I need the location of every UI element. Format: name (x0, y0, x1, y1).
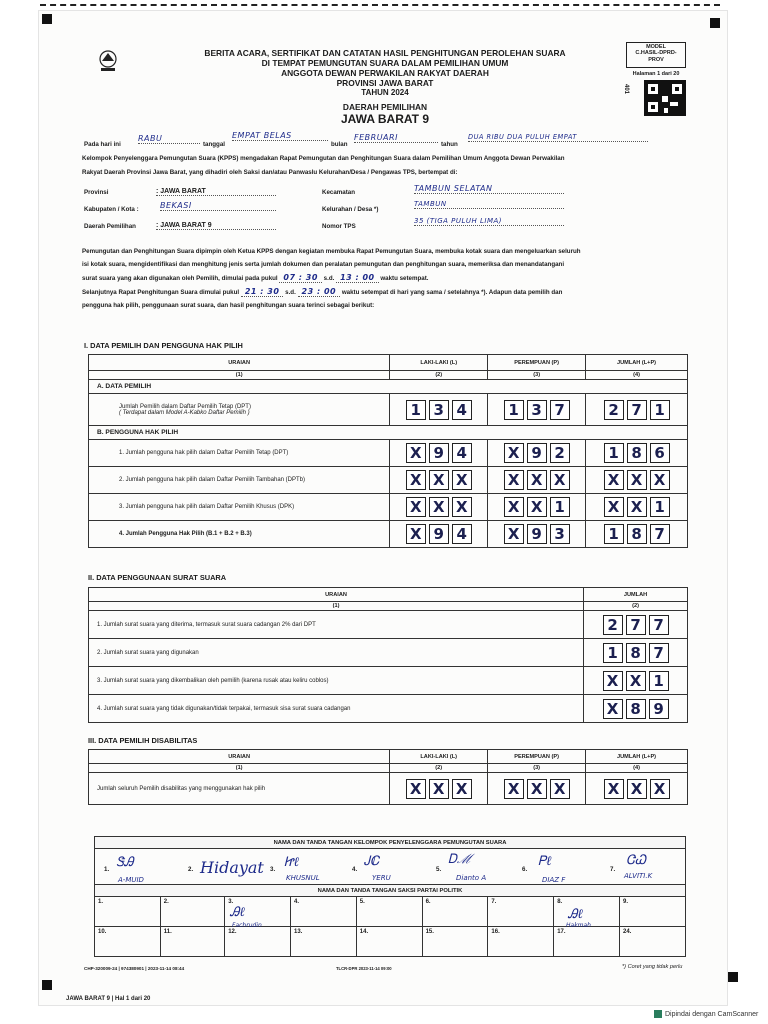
digit-box: X (504, 524, 524, 544)
section1-title: I. DATA PEMILIH DAN PENGGUNA HAK PILIH (84, 341, 243, 350)
sub-a-label: A. DATA PEMILIH (89, 380, 688, 394)
digit-box: X (650, 470, 670, 490)
table-row (89, 467, 688, 494)
section2-table (88, 587, 688, 723)
digit-box: X (504, 779, 524, 799)
digit-box: 7 (550, 400, 570, 420)
table-cell: 14. (356, 927, 422, 957)
table-cell (390, 494, 488, 521)
digit-group (586, 497, 687, 517)
table-cell: 12. (225, 927, 291, 957)
footer-code: CHP-320009-24 | 974380901 | 2023-11-14 08:44 (84, 966, 185, 971)
provinsi-value: : JAWA BARAT (156, 188, 276, 196)
kecamatan-label: Kecamatan (322, 189, 356, 196)
col-laki: LAKI-LAKI (L) (390, 355, 488, 371)
tanggal-value: EMPAT BELAS (232, 131, 328, 141)
digit-box: X (527, 470, 547, 490)
saksi-header: NAMA DAN TANDA TANGAN SAKSI PARTAI POLITIK (95, 885, 686, 897)
digit-box: 8 (626, 643, 646, 663)
table-cell: 4. (291, 897, 357, 927)
digit-box: 1 (603, 643, 623, 663)
digit-box: X (452, 779, 472, 799)
digit-box: 7 (627, 400, 647, 420)
kpps-name-1: A-MUID (118, 876, 144, 884)
table-cell: 1. Jumlah pengguna hak pilih dalam Daftar Pemilih Tetap (DPT) (89, 440, 390, 467)
footer-mid: TLCR-DPR 2023-11-14 09:00 (336, 966, 392, 971)
signature-scrawl: Ꭰℳ (448, 852, 473, 867)
corner-marker (42, 14, 52, 24)
hari-value: RABU (138, 134, 200, 144)
digit-box: X (550, 470, 570, 490)
table-row (89, 371, 688, 380)
table-cell (584, 611, 688, 639)
process-paragraph: Pemungutan dan Penghitungan Suara dipimpin oleh Ketua KPPS dengan kegiatan membuka Rapat Pemungutan Suara, membuka kotak suara dan mengeluarkan seluruh isi kotak suara, mengidentifikasi dan menghitung jenis serta jumlah dokumen dan peralatan pemungutan dan penghitungan suara, memeriksa dan menandatangani surat suara yang akan digunakan oleh Pemilih, dimulai pada pukul 07 : 30 s.d. 13 : 00 waktu setempat. Selanjutnya Rapat Penghitungan Suara dimulai pukul 21 : 30 s.d. 23 : 00 waktu setempat di hari yang sama / setelahnya *). Adapun data pemilih dan pengguna hak pilih, penggunaan surat suara, dan hasil penghitungan suara terinci sebagai berikut: (82, 248, 581, 309)
digit-group (390, 524, 487, 544)
digit-box: 9 (429, 443, 449, 463)
table-row (89, 667, 688, 695)
table-cell: 2. Jumlah pengguna hak pilih dalam Daftar Pemilih Tambahan (DPTb) (89, 467, 390, 494)
table-cell: (3) (488, 764, 586, 773)
table-row (89, 773, 688, 805)
qr-code-icon (644, 80, 686, 116)
digit-group (390, 779, 487, 799)
digit-group (390, 443, 487, 463)
table-cell: 2. Jumlah surat suara yang digunakan (89, 639, 584, 667)
digit-box: X (527, 497, 547, 517)
digit-box: 8 (627, 524, 647, 544)
table-cell (390, 394, 488, 426)
digit-box: X (406, 470, 426, 490)
kpu-logo (93, 48, 123, 74)
table-row (89, 494, 688, 521)
table-cell (488, 521, 586, 548)
kabupaten-value: BEKASI (160, 201, 276, 211)
section3-title: III. DATA PEMILIH DISABILITAS (88, 736, 198, 745)
start-time: 07 : 30 (279, 273, 322, 283)
table-cell (586, 773, 688, 805)
digit-box: X (406, 779, 426, 799)
table-cell: URAIAN (89, 588, 584, 602)
digit-box: X (650, 779, 670, 799)
table-cell: 16. (488, 927, 554, 957)
digit-box: 8 (626, 699, 646, 719)
digit-box: 7 (650, 524, 670, 544)
tanggal-label: tanggal (203, 141, 226, 148)
dpt-jumlah-boxes (586, 400, 687, 420)
table-cell: (1) (89, 602, 584, 611)
section3-table (88, 749, 688, 805)
count-start-time: 21 : 30 (241, 287, 284, 297)
digit-box: X (604, 470, 624, 490)
signature-scrawl: Ꮲℓ (538, 854, 552, 869)
table-row (89, 764, 688, 773)
signature-scrawl: Ꭿℓ (568, 907, 583, 922)
footer-note: *) Coret yang tidak perlu (622, 964, 683, 970)
table-cell (584, 667, 688, 695)
pada-hari-label: Pada hari ini (84, 141, 121, 148)
signature-scrawl: ᏣᏇ (626, 853, 646, 868)
table-row (89, 611, 688, 639)
saksi-row-1 (95, 897, 686, 927)
table-cell: (1) (89, 371, 390, 380)
digit-box: X (603, 699, 623, 719)
digit-group (586, 443, 687, 463)
signature-table (94, 836, 686, 957)
table-row (89, 602, 688, 611)
bulan-label: bulan (331, 141, 348, 148)
table-row (89, 355, 688, 371)
sub-b-label: B. PENGGUNA HAK PILIH (89, 426, 688, 440)
table-cell: 10. (95, 927, 161, 957)
kpps-name-6: DIAZ F (542, 876, 566, 884)
digit-box: 2 (603, 615, 623, 635)
digit-box: 6 (650, 443, 670, 463)
kabupaten-label: Kabupaten / Kota : (84, 206, 139, 213)
digit-box: X (627, 470, 647, 490)
table-cell (390, 467, 488, 494)
page-footer: JAWA BARAT 9 | Hal 1 dari 20 (66, 996, 151, 1002)
digit-box: X (429, 497, 449, 517)
digit-box: 4 (452, 400, 472, 420)
saksi-name-8: Hakmah (566, 922, 591, 929)
col-perempuan: PEREMPUAN (P) (488, 355, 586, 371)
table-cell: 3. Jumlah surat suara yang dikembalikan oleh pemilih (karena rusak atau keliru coblos) (89, 667, 584, 695)
table-cell: 8. (554, 897, 620, 927)
table-cell: PEREMPUAN (P) (488, 750, 586, 764)
table-cell: 4. Jumlah surat suara yang tidak digunakan/tidak terpakai, termasuk sisa surat suara cadangan (89, 695, 584, 723)
table-cell (586, 394, 688, 426)
table-cell: 17. (554, 927, 620, 957)
end-time: 13 : 00 (336, 273, 379, 283)
perforation-line (40, 4, 720, 6)
digit-group (584, 643, 687, 663)
kelurahan-value: TAMBUN (414, 200, 564, 209)
col-uraian: URAIAN (89, 355, 390, 371)
table-cell: URAIAN (89, 750, 390, 764)
col-jumlah: JUMLAH (L+P) (586, 355, 688, 371)
digit-box: X (406, 524, 426, 544)
digit-group (488, 443, 585, 463)
digit-group (586, 470, 687, 490)
count-end-time: 23 : 00 (298, 287, 341, 297)
dpt-perempuan-boxes (488, 400, 585, 420)
digit-box: 1 (650, 497, 670, 517)
table-cell (390, 440, 488, 467)
provinsi-label: Provinsi (84, 189, 109, 196)
digit-group (488, 497, 585, 517)
digit-box: X (627, 497, 647, 517)
digit-group (488, 470, 585, 490)
tps-label: Nomor TPS (322, 223, 356, 230)
digit-box: 1 (550, 497, 570, 517)
digit-box: 7 (649, 643, 669, 663)
saksi-name-3: Fachrudin (232, 922, 262, 929)
table-cell (390, 773, 488, 805)
digit-box: 9 (429, 524, 449, 544)
digit-group (584, 671, 687, 691)
table-cell (584, 639, 688, 667)
table-cell (586, 521, 688, 548)
table-cell: 7. (488, 897, 554, 927)
signature-scrawl: ᏕᎯ (116, 855, 134, 870)
section1-table (88, 354, 688, 548)
dapil-label: Daerah Pemilihan (84, 223, 136, 230)
digit-box: 7 (626, 615, 646, 635)
table-cell: 3. (225, 897, 291, 927)
table-cell (586, 467, 688, 494)
digit-box: X (429, 470, 449, 490)
dpt-laki-boxes (390, 400, 487, 420)
table-cell: 2. (160, 897, 224, 927)
saksi-row-2 (95, 927, 686, 957)
table-cell: (2) (584, 602, 688, 611)
digit-box: X (429, 779, 449, 799)
table-row (89, 588, 688, 602)
digit-box: 9 (527, 524, 547, 544)
table-cell: 5. (356, 897, 422, 927)
table-cell (586, 440, 688, 467)
digit-box: X (504, 443, 524, 463)
tps-value: 35 (TIGA PULUH LIMA) (414, 217, 564, 226)
table-cell (488, 773, 586, 805)
kpps-name-5: Dianto A (456, 874, 487, 882)
form-title: BERITA ACARA, SERTIFIKAT DAN CATATAN HASIL PENGHITUNGAN PEROLEHAN SUARA DI TEMPAT PEMUNGUTAN SUARA DALAM PEMILIHAN UMUM ANGGOTA DEWAN PERWAKILAN RAKYAT DAERAH PROVINSI JAWA BARAT TAHUN 2024 (204, 48, 566, 97)
digit-box: X (504, 497, 524, 517)
digit-box: X (603, 671, 623, 691)
dapil-value: : JAWA BARAT 9 (156, 222, 276, 230)
digit-box: 4 (452, 524, 472, 544)
kecamatan-value: TAMBUN SELATAN (414, 184, 564, 194)
table-cell: 1. (95, 897, 161, 927)
kpps-name-2: Hidayat (200, 858, 264, 877)
digit-box: 1 (604, 524, 624, 544)
table-row (95, 885, 686, 897)
table-cell: (4) (586, 764, 688, 773)
digit-box: 9 (527, 443, 547, 463)
digit-box: 1 (604, 443, 624, 463)
table-row (89, 426, 688, 440)
vertical-code: 401 (623, 84, 629, 95)
digit-box: 1 (650, 400, 670, 420)
table-cell: 4. Jumlah Pengguna Hak Pilih (B.1 + B.2 + B.3) (89, 521, 390, 548)
table-cell: (2) (390, 371, 488, 380)
region-heading: DAERAH PEMILIHAN JAWA BARAT 9 (340, 102, 429, 126)
digit-group (390, 470, 487, 490)
table-row (89, 750, 688, 764)
table-cell: 13. (291, 927, 357, 957)
digit-box: X (452, 470, 472, 490)
digit-box: X (604, 779, 624, 799)
digit-box: 7 (649, 615, 669, 635)
digit-box: 8 (627, 443, 647, 463)
table-cell (488, 494, 586, 521)
digit-group (584, 699, 687, 719)
table-cell (586, 494, 688, 521)
table-cell: (1) (89, 764, 390, 773)
corner-marker (42, 980, 52, 990)
corner-marker (728, 972, 738, 982)
bulan-value: FEBRUARI (354, 133, 438, 143)
table-cell: (3) (488, 371, 586, 380)
dpt-label: Jumlah Pemilih dalam Daftar Pemilih Tetap (DPT) ( Terdapat dalam Model A-Kabko Daftar Pemilih ) (89, 394, 390, 426)
digit-group (488, 524, 585, 544)
table-row (89, 380, 688, 394)
table-cell: 24. (619, 927, 685, 957)
scanner-watermark: Dipindai dengan CamScanner (654, 1010, 758, 1018)
digit-box: X (626, 671, 646, 691)
table-cell: 1. Jumlah surat suara yang diterima, termasuk surat suara cadangan 2% dari DPT (89, 611, 584, 639)
table-cell: JUMLAH (L+P) (586, 750, 688, 764)
signature-scrawl: Ꭿℓ (230, 905, 245, 920)
kpps-name-4: YERU (372, 874, 391, 882)
table-cell: 6. (422, 897, 488, 927)
table-row (89, 521, 688, 548)
digit-group (584, 615, 687, 635)
kpps-name-7: ALVITI.K (624, 872, 653, 880)
table-cell: LAKI-LAKI (L) (390, 750, 488, 764)
digit-box: X (452, 497, 472, 517)
table-cell (584, 695, 688, 723)
kelurahan-label: Kelurahan / Desa *) (322, 206, 379, 213)
digit-box: 2 (604, 400, 624, 420)
digit-group (586, 779, 687, 799)
table-cell: Jumlah seluruh Pemilih disabilitas yang menggunakan hak pilih (89, 773, 390, 805)
kpps-header: NAMA DAN TANDA TANGAN KELOMPOK PENYELENGGARA PEMUNGUTAN SUARA (95, 837, 686, 849)
table-row (89, 695, 688, 723)
corner-marker (710, 18, 720, 28)
digit-box: 9 (649, 699, 669, 719)
table-cell: 15. (422, 927, 488, 957)
intro-paragraph: Kelompok Penyelenggara Pemungutan Suara (KPPS) mengadakan Rapat Pemungutan dan Penghitungan Suara dalam Pemilihan Umum Anggota Dewan Perwakilan Rakyat Daerah Provinsi Jawa Barat, yang dihadiri oleh Saksi dan/atau Panwaslu Kelurahan/Desa / Pengawas TPS, bertempat di: (82, 155, 565, 176)
table-cell: (2) (390, 764, 488, 773)
kpps-name-3: KHUSNUL (286, 874, 320, 882)
digit-box: 3 (550, 524, 570, 544)
table-cell: 3. Jumlah pengguna hak pilih dalam Daftar Pemilih Khusus (DPK) (89, 494, 390, 521)
digit-box: X (406, 497, 426, 517)
table-cell (488, 440, 586, 467)
table-row (95, 837, 686, 849)
table-cell: 11. (160, 927, 224, 957)
digit-box: X (604, 497, 624, 517)
digit-box: 1 (504, 400, 524, 420)
digit-box: 3 (429, 400, 449, 420)
table-row (89, 639, 688, 667)
digit-box: 1 (406, 400, 426, 420)
tahun-value: DUA RIBU DUA PULUH EMPAT (468, 133, 648, 142)
model-box: MODEL C.HASIL-DPRD- PROV (626, 42, 686, 68)
camscanner-icon (654, 1010, 662, 1018)
digit-group (488, 779, 585, 799)
digit-box: X (627, 779, 647, 799)
table-row (89, 440, 688, 467)
table-cell (488, 394, 586, 426)
table-cell (488, 467, 586, 494)
table-cell: JUMLAH (584, 588, 688, 602)
table-cell: 9. (619, 897, 685, 927)
digit-box: X (527, 779, 547, 799)
table-cell: (4) (586, 371, 688, 380)
signature-scrawl: Ꭻℂ (364, 854, 380, 869)
table-row (89, 394, 688, 426)
digit-box: 4 (452, 443, 472, 463)
digit-box: X (504, 470, 524, 490)
digit-box: 3 (527, 400, 547, 420)
digit-box: X (550, 779, 570, 799)
tahun-label: tahun (441, 141, 458, 148)
page-label: Halaman 1 dari 20 (632, 71, 680, 77)
signature-scrawl: Ꮵℓ (284, 855, 299, 870)
digit-box: 1 (649, 671, 669, 691)
table-cell (390, 521, 488, 548)
digit-box: 2 (550, 443, 570, 463)
digit-group (586, 524, 687, 544)
section2-title: II. DATA PENGGUNAAN SURAT SUARA (88, 573, 227, 582)
digit-group (390, 497, 487, 517)
digit-box: X (406, 443, 426, 463)
